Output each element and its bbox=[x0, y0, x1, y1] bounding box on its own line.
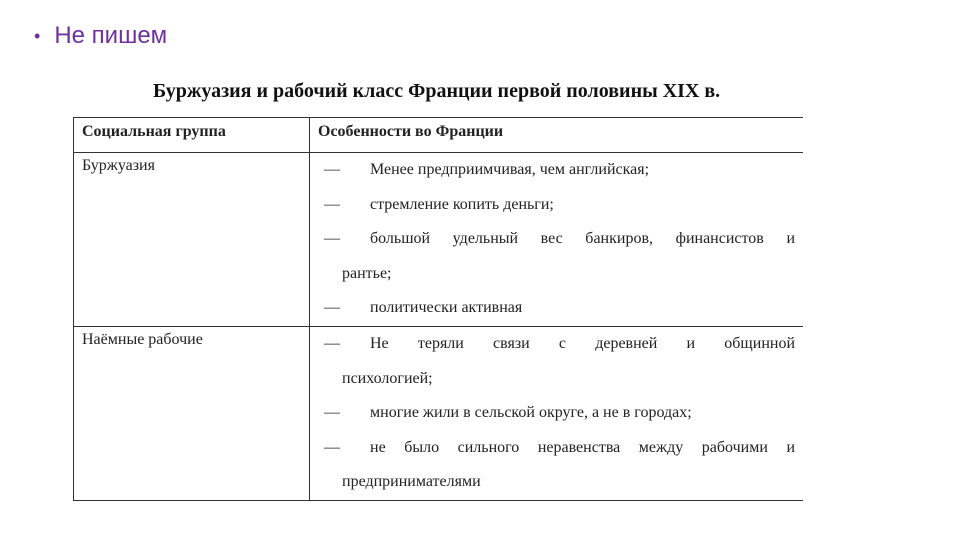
feature-text: рантье; bbox=[342, 264, 392, 282]
feature-line-continued bbox=[324, 257, 795, 292]
bullet-text: Не пишем bbox=[54, 22, 168, 49]
dash-mark: — bbox=[324, 299, 340, 317]
feature-text: большой удельный вес банкиров, финансистов и bbox=[370, 230, 795, 248]
data-table bbox=[73, 117, 803, 501]
table-row bbox=[74, 153, 804, 327]
row-features-workers bbox=[310, 326, 804, 500]
dash-mark: — bbox=[324, 334, 340, 352]
row-features-bourgeoisie bbox=[310, 153, 804, 327]
row-group-workers: Наёмные рабочие bbox=[74, 326, 310, 500]
feature-line bbox=[324, 327, 795, 362]
feature-text: Менее предприимчивая, чем английская; bbox=[370, 161, 650, 178]
table-image bbox=[73, 117, 803, 501]
feature-text: не было сильного неравенства между рабочими и bbox=[370, 438, 795, 456]
header-social-group: Социальная группа bbox=[74, 118, 310, 153]
table-header-row bbox=[74, 118, 804, 153]
feature-line bbox=[324, 222, 795, 257]
feature-text: психологией; bbox=[342, 369, 433, 387]
feature-line bbox=[324, 431, 795, 466]
feature-line-continued bbox=[324, 362, 795, 397]
feature-line bbox=[324, 291, 795, 326]
bullet-dot-icon: • bbox=[34, 26, 41, 46]
row-group-bourgeoisie: Буржуазия bbox=[74, 153, 310, 327]
feature-line bbox=[324, 396, 795, 431]
table-row bbox=[74, 326, 804, 500]
dash-mark: — bbox=[324, 161, 340, 178]
dash-mark: — bbox=[324, 230, 340, 248]
feature-text: политически активная bbox=[370, 299, 523, 317]
feature-line-continued bbox=[324, 465, 795, 500]
feature-line bbox=[324, 188, 795, 223]
feature-text: стремление копить деньги; bbox=[370, 195, 554, 213]
dash-mark: — bbox=[324, 195, 340, 213]
feature-line bbox=[324, 153, 795, 188]
header-features: Особенности во Франции bbox=[310, 118, 804, 153]
bullet-item bbox=[34, 22, 167, 50]
feature-text: Не теряли связи с деревней и общинной bbox=[370, 334, 795, 352]
feature-text: предпринимателями bbox=[342, 473, 481, 491]
dash-mark: — bbox=[324, 404, 340, 422]
table-title: Буржуазия и рабочий класс Франции первой половины XIX в. bbox=[153, 80, 721, 102]
feature-text: многие жили в сельской округе, а не в городах; bbox=[370, 404, 692, 422]
dash-mark: — bbox=[324, 438, 340, 456]
